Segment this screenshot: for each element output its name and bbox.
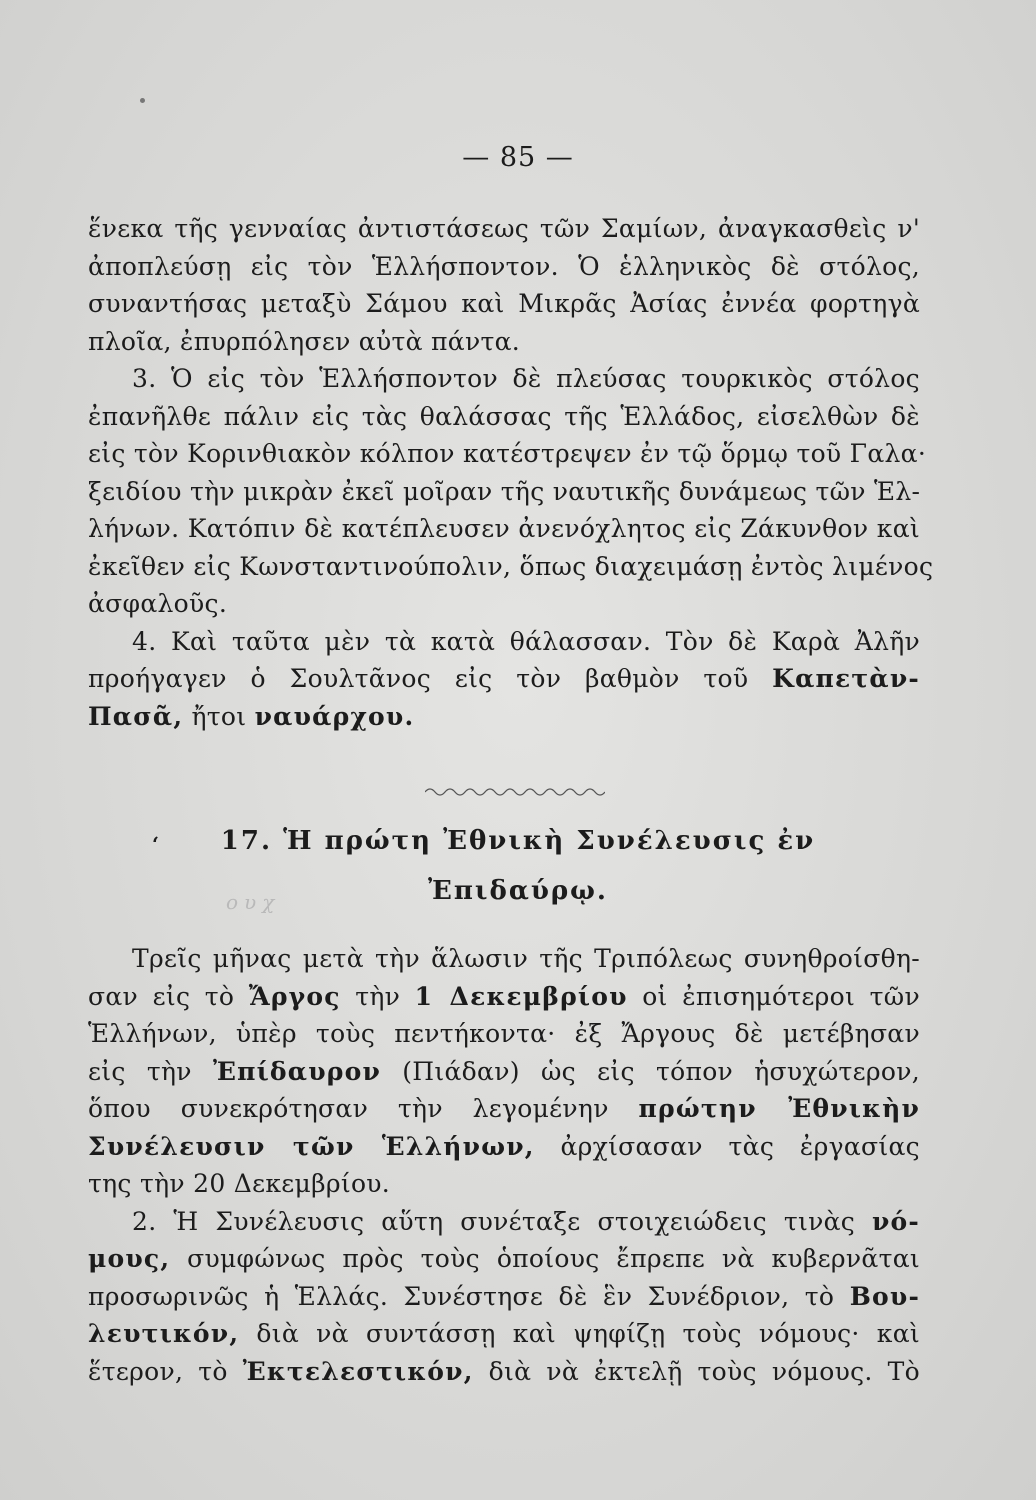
text-line (88, 1053, 920, 1091)
bold-term: νό- (872, 1206, 920, 1236)
text-line: πλοῖα, ἐπυρπόλησεν αὐτὰ πάντα. (88, 326, 521, 356)
heading-mark: ‘ (152, 832, 159, 856)
text-run: διὰ νὰ συντάσσῃ καὶ ψηφίζῃ τοὺς νόμους· καὶ (256, 1319, 921, 1348)
text-line (88, 698, 920, 736)
text-run: συμφώνως πρὸς τοὺς ὁποίους ἔπρεπε νὰ κυβερνᾶται (187, 1244, 921, 1273)
bold-term: Ἐκτελεστικόν, (242, 1356, 474, 1386)
text-line: ἕνεκα τῆς γενναίας ἀντιστάσεως τῶν Σαμίων, ἀναγκασθεὶς ν' (88, 214, 920, 243)
section-heading-continued: Ἐπιδαύρῳ. (428, 876, 608, 906)
bold-term: Ἄργος (248, 981, 341, 1011)
text-line: Ἑλλήνων, ὑπὲρ τοὺς πεντήκοντα· ἐξ Ἄργους δὲ μετέβησαν (88, 1019, 920, 1048)
bold-term: Ἐπίδαυρον (212, 1056, 382, 1086)
pencil-annotation: ουχ (226, 890, 281, 914)
text-line (88, 978, 920, 1016)
bold-term: πρώτην Ἐθνικὴν (638, 1094, 920, 1123)
text-run: εἰς τὴν (88, 1056, 192, 1086)
text-line: λήνων. Κατόπιν δὲ κατέπλευσεν ἀνενόχλητος εἰς Ζάκυνθον καὶ (88, 514, 920, 543)
text-line (88, 1090, 920, 1128)
text-line (88, 1128, 920, 1166)
bold-term: Καπετὰν- (772, 664, 920, 693)
text-run: ὅπου συνεκρότησαν τὴν λεγομένην (88, 1094, 609, 1123)
bold-term: 1 Δεκεμβρίου (414, 981, 628, 1011)
text-run: ἕτερον, τὸ (88, 1356, 228, 1386)
text-run: διὰ νὰ ἐκτελῇ τοὺς νόμους. Τὸ (488, 1356, 921, 1386)
text-block-section-17 (88, 940, 920, 1390)
text-line: ἀσφαλοῦς. (88, 589, 228, 618)
text-run: ἤτοι (191, 701, 247, 731)
text-run: 2. Ἡ Συνέλευσις αὕτη συνέταξε στοιχειώδεις τινὰς (132, 1206, 856, 1236)
section-divider (425, 786, 605, 798)
text-line: συναντήσας μεταξὺ Σάμου καὶ Μικρᾶς Ἀσίας ἐννέα φορτηγὰ (88, 289, 920, 318)
ink-speck (140, 98, 145, 103)
text-line (88, 1278, 920, 1316)
text-line: 3. Ὁ εἰς τὸν Ἑλλήσποντον δὲ πλεύσας τουρκικὸς στόλος (132, 364, 920, 393)
text-line (88, 1315, 920, 1353)
bold-term: λευτικόν, (88, 1319, 240, 1348)
bold-term: Πασᾶ, (88, 701, 184, 731)
text-line: ἀποπλεύσῃ εἰς τὸν Ἑλλήσποντον. Ὁ ἑλληνικὸς δὲ στόλος, (88, 251, 920, 281)
bold-term: ναυάρχου. (254, 701, 415, 731)
text-line: ξειδίου τὴν μικρὰν ἐκεῖ μοῖραν τῆς ναυτικῆς δυνάμεως τῶν Ἑλ- (88, 476, 921, 506)
text-run: οἱ ἐπισημότεροι τῶν (642, 981, 920, 1011)
bold-term: μους, (88, 1244, 171, 1273)
text-run: ἀρχίσασαν τὰς ἐργασίας (560, 1131, 920, 1161)
text-run: (Πιάδαν) ὡς εἰς τόπον ἡσυχώτερον, (402, 1056, 920, 1086)
text-run: προσωρινῶς ἡ Ἑλλάς. Συνέστησε δὲ ἓν Συνέδριον, τὸ (88, 1281, 835, 1311)
text-line (88, 660, 920, 698)
bold-term: Βου- (849, 1281, 921, 1311)
text-block-continuation (88, 210, 934, 735)
section-heading: 17. Ἡ πρώτη Ἐθνικὴ Συνέλευσις ἐν (220, 826, 816, 856)
text-line (88, 1353, 920, 1391)
text-line (88, 1203, 920, 1241)
text-line: Τρεῖς μῆνας μετὰ τὴν ἅλωσιν τῆς Τριπόλεως συνηθροίσθη- (132, 944, 920, 973)
text-run: τὴν (355, 981, 401, 1011)
text-line (88, 1240, 920, 1278)
text-line: ἐπανῆλθε πάλιν εἰς τὰς θαλάσσας τῆς Ἑλλάδος, εἰσελθὼν δὲ (88, 401, 920, 431)
text-line: εἰς τὸν Κορινθιακὸν κόλπον κατέστρεψεν ἐν τῷ ὅρμῳ τοῦ Γαλα· (88, 439, 927, 468)
bold-term: Συνέλευσιν τῶν Ἑλλήνων, (88, 1131, 535, 1161)
text-run: σαν εἰς τὸ (88, 981, 235, 1011)
text-line: 4. Καὶ ταῦτα μὲν τὰ κατὰ θάλασσαν. Τὸν δὲ Καρὰ Ἀλῆν (132, 626, 920, 656)
page-number: — 85 — (462, 142, 574, 173)
text-line: της τὴν 20 Δεκεμβρίου. (88, 1169, 391, 1198)
text-run: προήγαγεν ὁ Σουλτᾶνος εἰς τὸν βαθμὸν τοῦ (88, 664, 749, 693)
text-line: ἐκεῖθεν εἰς Κωνσταντινούπολιν, ὅπως διαχειμάσῃ ἐντὸς λιμένος (88, 551, 934, 581)
